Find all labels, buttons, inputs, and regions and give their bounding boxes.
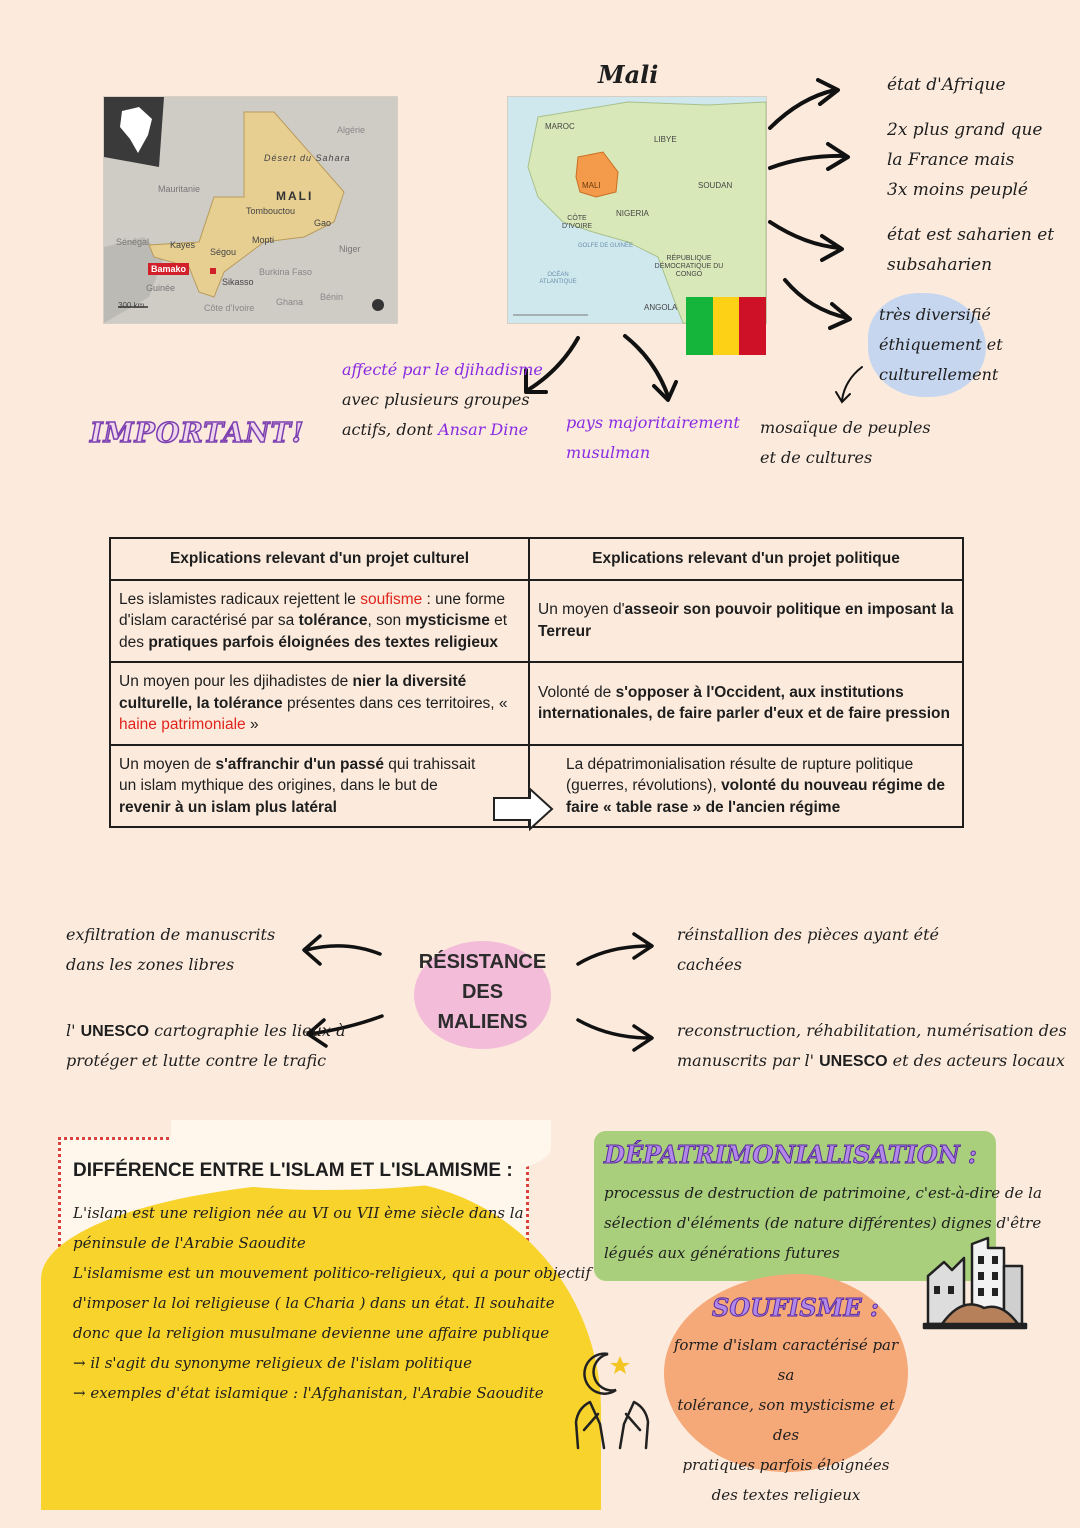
depatri-line: légués aux générations futures: [604, 1244, 840, 1262]
cell-text-bold: tolérance: [298, 612, 368, 629]
important-label: IMPORTANT!: [90, 418, 305, 449]
islam-line: → il s'agit du synonyme religieux de l'islam politique: [73, 1354, 472, 1372]
cell-text: Volonté de: [538, 683, 616, 701]
label-ivory-coast: CÔTE D'IVOIRE: [561, 215, 593, 230]
label-nigeria: NIGERIA: [616, 209, 649, 218]
cell-text-bold: asseoir son pouvoir politique en imposant la Terreur: [538, 601, 954, 640]
islam-text: [73, 1198, 591, 1408]
depatri-line: sélection d'éléments (de nature différentes) dignes d'être: [604, 1214, 1042, 1232]
cell-political-2: [529, 662, 963, 745]
islam-line: péninsule de l'Arabie Saoudite: [73, 1234, 306, 1252]
label-atlantic: OCÉAN ATLANTIQUE: [539, 272, 577, 285]
note-saharien-2: subsaharien: [887, 255, 993, 275]
cell-text: La dépatrimonialisation résulte de rupture politique (guerres, révolutions),: [566, 755, 914, 794]
resistance-right2-line2: [677, 1046, 1065, 1077]
note-ansar-dine: Ansar Dine: [438, 420, 529, 439]
cell-text: Les islamistes radicaux rejettent le: [119, 590, 361, 608]
soufisme-title: SOUFISME :: [712, 1293, 879, 1322]
cell-text-bold: revenir à un islam plus latéral: [119, 798, 337, 816]
label-libya: LIBYE: [654, 135, 677, 144]
label-ivory-coast: Côte d'Ivoire: [204, 303, 255, 313]
map-title: Mali: [598, 60, 659, 89]
note-grand-2: la France mais: [887, 150, 1015, 170]
cell-text-bold: s'opposer à l'Occident, aux institutions internationales, de faire parler d'eux et de faire pression: [538, 683, 950, 723]
label-drc: RÉPUBLIQUE DÉMOCRATIQUE DU CONGO: [654, 255, 724, 278]
islam-line: d'imposer la loi religieuse ( la Charia ) dans un état. Il souhaite: [73, 1294, 555, 1312]
table-row: [110, 580, 963, 663]
resistance-left2-line1: [66, 1016, 346, 1047]
label-angola: ANGOLA: [644, 303, 678, 312]
text: et des acteurs locaux: [887, 1051, 1065, 1070]
note-diversifie-3: culturellement: [879, 365, 999, 384]
cell-text: Un moyen d': [538, 601, 625, 619]
label-mopti: Mopti: [252, 235, 275, 245]
label-sikasso: Sikasso: [222, 277, 254, 287]
note-djihadisme-1: affecté par le djihadisme: [342, 360, 543, 379]
text: cartographie les lieux à: [149, 1021, 346, 1040]
table-row: [110, 662, 963, 745]
arrow-to-saharien: [770, 222, 840, 248]
cell-text-bold: volonté du nouveau régime de faire « table rase » de l'ancien régime: [566, 777, 945, 816]
depatri-line: processus de destruction de patrimoine, c'est-à-dire de la: [604, 1184, 1042, 1202]
label-segou: Ségou: [210, 247, 237, 257]
header-cultural: Explications relevant d'un projet culturel: [110, 538, 529, 580]
label-mali: MALI: [582, 181, 601, 190]
arrow-to-etat: [770, 90, 835, 128]
label-senegal: Sénégal: [116, 237, 150, 247]
arrow-to-musulman: [625, 336, 668, 396]
label-sahara: Désert du Sahara: [264, 153, 351, 163]
soufisme-line: pratiques parfois éloignées: [682, 1456, 890, 1474]
islam-line: L'islam est une religion née au VI ou VII ème siècle dans la: [73, 1204, 524, 1222]
depatri-title: DÉPATRIMONIALISATION :: [604, 1140, 977, 1169]
resistance-right1-line2: cachées: [677, 955, 742, 974]
islam-title: DIFFÉRENCE ENTRE L'ISLAM ET L'ISLAMISME :: [73, 1160, 513, 1181]
arrow-mosaique: [842, 367, 862, 400]
note-mosaique-1: mosaïque de peuples: [760, 418, 931, 437]
label-sudan: SOUDAN: [698, 181, 733, 190]
resistance-title-line: RÉSISTANCE: [418, 951, 547, 973]
ruined-building-icon: [922, 1236, 1028, 1328]
note-diversifie-2: éthiquement et: [879, 335, 1003, 354]
resistance-left1-line2: dans les zones libres: [66, 955, 235, 974]
table-arrow-icon: [492, 786, 556, 832]
label-gao: Gao: [314, 218, 332, 228]
unesco-text: UNESCO: [819, 1053, 888, 1070]
cell-political-3: [529, 745, 963, 828]
cell-text-bold: s'affranchir d'un passé: [215, 755, 384, 773]
soufisme-line: forme d'islam caractérisé par sa: [673, 1336, 899, 1384]
cell-text: »: [245, 716, 259, 733]
label-ghana: Ghana: [276, 297, 304, 307]
explanations-table: [109, 537, 964, 828]
cell-text: Un moyen de: [119, 755, 216, 773]
cell-cultural-2: [110, 662, 529, 745]
cell-text-bold: pratiques parfois éloignées des textes religieux: [148, 633, 499, 651]
label-mauritania: Mauritanie: [158, 184, 201, 194]
islam-box: [58, 1137, 592, 1426]
resistance-right1-line1: réinstallion des pièces ayant été: [677, 925, 939, 944]
soufisme-line: des textes religieux: [711, 1486, 861, 1504]
text: l': [66, 1021, 81, 1040]
text: manuscrits par l': [677, 1051, 820, 1070]
note-djihadisme-2: avec plusieurs groupes: [342, 390, 530, 409]
note-djihadisme-3: [342, 415, 528, 445]
cell-text: présentes dans ces territoires, «: [282, 694, 508, 712]
label-timbuktu: Tombouctou: [246, 206, 296, 216]
unesco-text: UNESCO: [80, 1023, 150, 1040]
islam-line: donc que la religion musulmane devienne une affaire publique: [73, 1324, 550, 1342]
note-musulman-1: pays majoritairement: [566, 413, 740, 432]
label-guinea: Guinée: [146, 283, 176, 293]
note-saharien-1: état est saharien et: [887, 225, 1055, 245]
crescent-icon: [584, 1354, 616, 1394]
resistance-right2-line1: reconstruction, réhabilitation, numérisation des: [677, 1021, 1067, 1040]
note-mosaique-2: et de cultures: [760, 448, 873, 467]
soufisme-text: [664, 1330, 908, 1510]
resistance-title-line: MALIENS: [437, 1011, 528, 1033]
label-scale: 300 km: [118, 301, 145, 310]
cell-text: : une forme d'islam caractérisé par sa: [119, 590, 505, 629]
cell-cultural-3: [110, 745, 529, 828]
praying-hands-icon: [570, 1350, 654, 1454]
label-gulf-guinea: GOLFE DE GUINÉE: [578, 243, 634, 249]
islam-line: → exemples d'état islamique : l'Afghanistan, l'Arabie Saoudite: [73, 1384, 544, 1402]
label-niger: Niger: [339, 244, 361, 254]
label-bamako: Bamako: [148, 263, 189, 275]
cell-text-red: soufisme: [360, 590, 423, 608]
cell-text: Un moyen pour les djihadistes de: [119, 673, 353, 690]
islam-line: L'islamisme est un mouvement politico-religieux, qui a pour objectif: [73, 1264, 592, 1282]
note-grand-3: 3x moins peuplé: [887, 180, 1028, 200]
note-diversifie-1: très diversifié: [879, 305, 991, 324]
label-burkina: Burkina Faso: [259, 267, 313, 277]
cell-cultural-1: [110, 580, 529, 663]
label-benin: Bénin: [320, 292, 344, 302]
cell-text: et des: [119, 612, 508, 651]
arrow-to-diversifie: [785, 280, 848, 318]
cell-text: , son: [367, 612, 406, 629]
cell-text-bold: mysticisme: [405, 612, 490, 629]
table-header-row: [110, 538, 963, 580]
resistance-arrows: [290, 920, 670, 1060]
label-morocco: MAROC: [545, 122, 575, 131]
resistance-left2-line2: protéger et lutte contre le trafic: [66, 1051, 327, 1070]
note-musulman-2: musulman: [566, 443, 651, 462]
star-icon: [610, 1356, 630, 1374]
note-djihadisme-3-text: actifs, dont: [342, 420, 433, 439]
note-etat-afrique: état d'Afrique: [887, 75, 1006, 95]
resistance-left1-line1: exfiltration de manuscrits: [66, 925, 276, 944]
label-algeria: Algérie: [337, 125, 366, 135]
label-mali: MALI: [276, 189, 314, 203]
cell-political-1: [529, 580, 963, 663]
cell-text-bold: nier la diversité culturelle, la tolérance: [119, 673, 467, 712]
note-grand-1: 2x plus grand que: [887, 120, 1043, 140]
resistance-title-line: DES: [461, 981, 504, 1003]
label-kayes: Kayes: [170, 240, 196, 250]
cell-text: qui trahissait un islam mythique des origines, dans le but de: [119, 755, 476, 794]
header-political: Explications relevant d'un projet politique: [529, 538, 963, 580]
soufisme-line: tolérance, son mysticisme et des: [677, 1396, 895, 1444]
cell-text-red: haine patrimoniale: [119, 716, 246, 733]
